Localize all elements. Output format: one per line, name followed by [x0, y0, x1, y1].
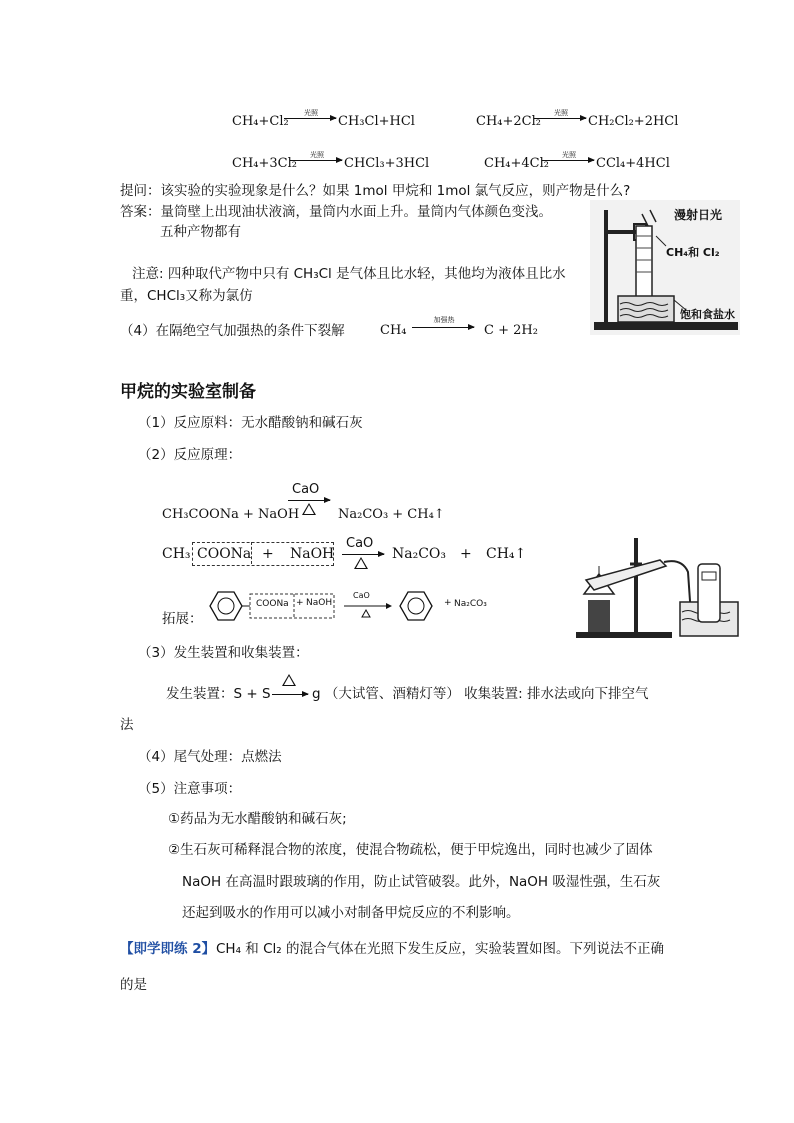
exercise-text-line-1: CH₄ 和 Cl₂ 的混合气体在光照下发生反应，实验装置如图。下列说法不正确 — [216, 941, 664, 957]
eq2-ch3: CH₃ — [162, 546, 191, 562]
eq2-nao: NaO — [290, 546, 323, 562]
note-b-line-3: 还起到吸水的作用可以减小对制备甲烷反应的不利影响。 — [182, 905, 520, 921]
decomposition-left: CH₄ — [380, 323, 407, 338]
note-line-1: 注意: 四种取代产物中只有 CH₃Cl 是气体且比水轻，其他均为液体且比水 — [132, 266, 566, 282]
answer-text: 答案：量筒壁上出现油状液滴，量筒内水面上升。量筒内气体颜色变浅。 — [120, 204, 552, 220]
eq2-plus-2: + — [460, 546, 472, 562]
decomposition-right: C + 2H₂ — [484, 323, 538, 338]
extension-condition: CaO — [353, 591, 370, 600]
reaction-3-condition: 光照 — [310, 151, 324, 159]
reaction-3-right: CHCl₃+3HCl — [344, 156, 430, 171]
device-line-c: 法 — [120, 717, 134, 733]
figure-label-water: 饱和食盐水 — [680, 308, 735, 321]
figure-label-light: 漫射日光 — [674, 208, 723, 222]
eq2-arrow — [342, 554, 384, 555]
note-b-line-1: ②生石灰可稀释混合物的浓度，使混合物疏松，便于甲烷逸出，同时也减少了固体 — [168, 842, 653, 858]
eq2-ch4: CH₄↑ — [486, 546, 527, 562]
extension-naoh: NaOH — [306, 598, 333, 608]
reaction-2-arrow — [534, 118, 586, 119]
eq2-plus: + — [262, 546, 274, 562]
answer-continued: 五种产物都有 — [160, 224, 241, 240]
exercise-text-line-2: 的是 — [120, 977, 147, 993]
device-line-a: 发生装置：S + S — [166, 686, 271, 702]
eq1-arrow — [288, 500, 330, 501]
reaction-2-right: CH₂Cl₂+2HCl — [588, 114, 679, 129]
decomposition-label: （4）在隔绝空气加强热的条件下裂解 — [120, 323, 345, 339]
reaction-2-condition: 光照 — [554, 109, 568, 117]
eq1-left: CH₃COONa + NaOH — [162, 507, 300, 522]
reaction-3-arrow — [290, 160, 342, 161]
heat-triangle-icon — [354, 557, 368, 569]
methane-preparation-apparatus-figure — [572, 536, 742, 641]
eq2-condition: CaO — [346, 536, 374, 551]
section-title: 甲烷的实验室制备 — [120, 382, 256, 402]
reaction-3-left: CH₄+3Cl₂ — [232, 156, 297, 171]
question-text: 提问：该实验的实验现象是什么？如果 1mol 甲烷和 1mol 氯气反应，则产物是什么? — [120, 183, 631, 199]
item-2: （2）反应原理： — [138, 447, 242, 463]
reaction-1-arrow — [284, 118, 336, 119]
decomposition-condition: 加强热 — [433, 316, 455, 324]
item-5: （5）注意事项： — [138, 781, 242, 797]
reaction-1-left: CH₄+Cl₂ — [232, 114, 289, 129]
device-arrow — [272, 694, 308, 695]
reaction-2-left: CH₄+2Cl₂ — [476, 114, 541, 129]
note-line-2: 重，CHCl₃又称为氯仿 — [120, 288, 253, 304]
exercise-tag: 【即学即练 2】 — [120, 941, 216, 957]
decomposition-arrow — [412, 327, 474, 328]
eq2-h: H — [322, 546, 335, 562]
reaction-4-arrow — [542, 160, 594, 161]
heat-triangle-icon — [282, 674, 296, 686]
extension-plus: + — [296, 598, 304, 608]
eq1-right: Na₂CO₃ + CH₄↑ — [338, 507, 445, 522]
extension-coona: COONa — [256, 599, 289, 609]
reaction-1-right: CH₃Cl+HCl — [338, 114, 415, 129]
reaction-1-condition: 光照 — [304, 109, 318, 117]
reaction-4-condition: 光照 — [562, 151, 576, 159]
device-line-b: g （大试管、酒精灯等） 收集装置: 排水法或向下排空气 — [312, 686, 649, 702]
extension-label: 拓展： — [162, 611, 203, 627]
item-1: （1）反应原料：无水醋酸钠和碱石灰 — [138, 415, 363, 431]
extension-plus-2: + — [444, 598, 452, 608]
eq1-condition: CaO — [292, 482, 320, 497]
reaction-4-right: CCl₄+4HCl — [596, 156, 670, 171]
item-4: （4）尾气处理：点燃法 — [138, 749, 282, 765]
item-3: （3）发生装置和收集装置： — [138, 645, 309, 661]
eq2-na2co3: Na₂CO₃ — [392, 546, 447, 562]
extension-na2co3: Na₂CO₃ — [454, 599, 487, 609]
eq2-coona: COONa — [197, 546, 252, 562]
note-b-line-2: NaOH 在高温时跟玻璃的作用，防止试管破裂。此外，NaOH 吸湿性强，生石灰 — [182, 874, 661, 890]
figure-label-gas: CH₄和 Cl₂ — [666, 246, 720, 259]
heat-triangle-icon — [302, 503, 316, 515]
reaction-4-left: CH₄+4Cl₂ — [484, 156, 549, 171]
note-a: ①药品为无水醋酸钠和碱石灰; — [168, 811, 347, 827]
